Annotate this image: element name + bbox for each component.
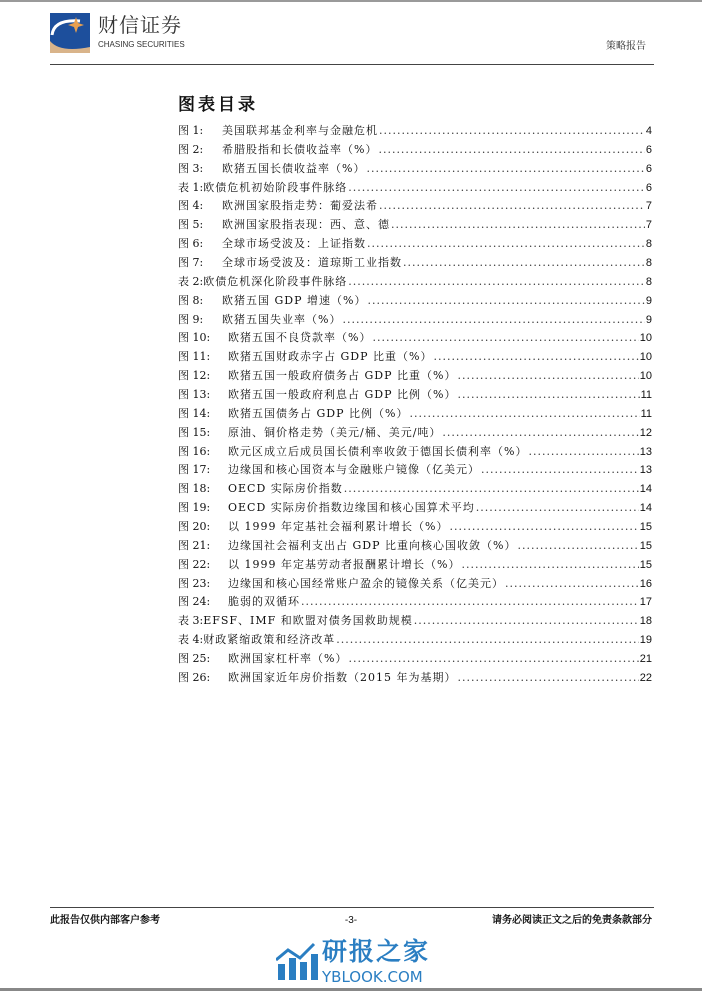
entry-page: 9 bbox=[645, 313, 652, 326]
toc-entry[interactable] bbox=[178, 650, 652, 669]
toc-entry[interactable] bbox=[178, 254, 652, 273]
leader-dots bbox=[367, 235, 645, 253]
leader-dots bbox=[409, 405, 639, 423]
entry-label: 表 1: bbox=[178, 180, 204, 194]
toc-entry[interactable] bbox=[178, 367, 652, 386]
entry-title: 全球市场受波及：上证指数 bbox=[222, 237, 366, 251]
footer-notice: 请务必阅读正文之后的免责条款部分 bbox=[492, 915, 652, 926]
entry-label: 图 17: bbox=[178, 463, 211, 477]
entry-title: 欧洲国家近年房价指数（2015 年为基期） bbox=[228, 670, 457, 684]
leader-dots bbox=[505, 575, 639, 593]
entry-title: 欧猪五国一般政府利息占 GDP 比例（%） bbox=[228, 388, 457, 402]
toc-entry[interactable] bbox=[178, 386, 652, 405]
toc-entry[interactable] bbox=[178, 518, 652, 537]
entry-title: 欧洲国家杠杆率（%） bbox=[228, 652, 348, 666]
entry-page: 10 bbox=[639, 370, 652, 383]
top-border bbox=[0, 0, 702, 2]
toc-entry[interactable] bbox=[178, 537, 652, 556]
entry-page: 4 bbox=[645, 125, 652, 137]
entry-page: 10 bbox=[639, 351, 652, 364]
leader-dots bbox=[366, 160, 644, 178]
toc-entry[interactable] bbox=[178, 499, 652, 518]
leader-dots bbox=[442, 424, 638, 442]
entry-title: 欧猪五国长债收益率（%） bbox=[222, 161, 366, 175]
entry-page: 7 bbox=[645, 219, 652, 232]
entry-title: 欧元区成立后成员国长债利率收敛于德国长债利率（%） bbox=[228, 444, 528, 458]
footer-divider bbox=[50, 907, 654, 908]
leader-dots bbox=[378, 141, 644, 159]
toc-entry[interactable] bbox=[178, 348, 652, 367]
entry-page: 10 bbox=[639, 332, 652, 345]
entry-page: 22 bbox=[639, 671, 652, 684]
entry-label: 图 23: bbox=[178, 576, 211, 590]
entry-label: 图 2: bbox=[178, 142, 204, 156]
toc-entry[interactable] bbox=[178, 424, 652, 443]
leader-dots bbox=[403, 254, 645, 272]
leader-dots bbox=[457, 386, 639, 404]
entry-page: 13 bbox=[639, 464, 652, 477]
entry-title: 欧洲国家股指表现：西、意、德 bbox=[222, 218, 390, 232]
footer-disclaimer: 此报告仅供内部客户参考 bbox=[50, 915, 160, 926]
entry-title: OECD 实际房价指数边缘国和核心国算术平均 bbox=[228, 501, 475, 515]
entry-page: 14 bbox=[639, 502, 652, 515]
document-type: 策略报告 bbox=[606, 41, 646, 52]
entry-label: 图 18: bbox=[178, 482, 211, 496]
toc-entry[interactable] bbox=[178, 405, 652, 424]
entry-label: 图 21: bbox=[178, 538, 211, 552]
leader-dots bbox=[348, 650, 638, 668]
entry-page: 6 bbox=[645, 181, 652, 194]
toc-entry[interactable] bbox=[178, 160, 652, 179]
brand-name-cn: 财信证券 bbox=[98, 13, 182, 37]
entry-page: 15 bbox=[639, 558, 652, 571]
brand-name-en: CHASING SECURITIES bbox=[98, 40, 185, 49]
entry-title: 全球市场受波及：道琼斯工业指数 bbox=[222, 256, 402, 270]
toc-entry[interactable] bbox=[178, 197, 652, 216]
entry-label: 图 26: bbox=[178, 670, 211, 684]
entry-label: 图 15: bbox=[178, 425, 211, 439]
entry-label: 图 3: bbox=[178, 161, 204, 175]
entry-label: 图 1: bbox=[178, 124, 204, 137]
entry-label: 图 12: bbox=[178, 369, 211, 383]
entry-page: 12 bbox=[639, 426, 652, 439]
entry-page: 8 bbox=[645, 275, 652, 288]
entry-label: 表 3: bbox=[178, 614, 204, 628]
entry-title: OECD 实际房价指数 bbox=[228, 482, 343, 496]
entry-title: EFSF、IMF 和欧盟对债务国救助规模 bbox=[203, 614, 413, 628]
leader-dots bbox=[528, 443, 638, 461]
leader-dots bbox=[348, 273, 645, 291]
toc-entry[interactable] bbox=[178, 122, 652, 141]
entry-label: 图 5: bbox=[178, 218, 204, 232]
toc-entry[interactable] bbox=[178, 443, 652, 462]
entry-label: 图 8: bbox=[178, 293, 204, 307]
header-divider bbox=[50, 64, 654, 65]
toc-entry[interactable] bbox=[178, 480, 652, 499]
toc-entry[interactable] bbox=[178, 179, 652, 198]
leader-dots bbox=[517, 537, 638, 555]
entry-label: 图 19: bbox=[178, 501, 211, 515]
leader-dots bbox=[301, 593, 639, 611]
entry-title: 欧猪五国 GDP 增速（%） bbox=[222, 293, 367, 307]
toc-entry[interactable] bbox=[178, 612, 652, 631]
toc-entry[interactable] bbox=[178, 631, 652, 650]
entry-title: 美国联邦基金利率与金融危机 bbox=[222, 124, 378, 137]
entry-label: 图 7: bbox=[178, 256, 204, 270]
entry-title: 欧猪五国失业率（%） bbox=[222, 312, 342, 326]
entry-page: 7 bbox=[645, 200, 652, 213]
entry-label: 表 4: bbox=[178, 633, 204, 647]
entry-title: 以 1999 年定基劳动者报酬累计增长（%） bbox=[228, 557, 461, 571]
entry-page: 17 bbox=[639, 596, 652, 609]
toc-title: 图表目录 bbox=[178, 95, 258, 115]
toc-entry[interactable] bbox=[178, 461, 652, 480]
toc-entry[interactable] bbox=[178, 216, 652, 235]
leader-dots bbox=[348, 179, 645, 197]
toc-entry[interactable] bbox=[178, 329, 652, 348]
leader-dots bbox=[372, 329, 638, 347]
leader-dots bbox=[336, 631, 639, 649]
leader-dots bbox=[342, 311, 644, 329]
entry-label: 图 25: bbox=[178, 652, 211, 666]
toc-entry[interactable] bbox=[178, 292, 652, 311]
toc-entry[interactable] bbox=[178, 593, 652, 612]
entry-page: 11 bbox=[640, 389, 652, 402]
leader-dots bbox=[414, 612, 639, 630]
entry-label: 图 10: bbox=[178, 331, 211, 345]
leader-dots bbox=[379, 197, 645, 215]
entry-title: 边缘国和核心国资本与金融账户镜像（亿美元） bbox=[228, 463, 480, 477]
entry-page: 6 bbox=[645, 143, 652, 156]
toc-entry[interactable] bbox=[178, 311, 652, 330]
entry-page: 13 bbox=[639, 445, 652, 458]
entry-title: 边缘国和核心国经常账户盈余的镜像关系（亿美元） bbox=[228, 576, 504, 590]
company-logo-icon bbox=[50, 13, 90, 53]
toc-entry[interactable] bbox=[178, 669, 652, 688]
entry-label: 图 16: bbox=[178, 444, 211, 458]
entry-page: 14 bbox=[639, 483, 652, 496]
entry-title: 欧债危机初始阶段事件脉络 bbox=[203, 180, 348, 194]
entry-page: 8 bbox=[645, 238, 652, 251]
entry-title: 欧猪五国不良贷款率（%） bbox=[228, 331, 372, 345]
toc-entry[interactable] bbox=[178, 556, 652, 575]
entry-label: 图 24: bbox=[178, 595, 211, 609]
leader-dots bbox=[344, 480, 639, 498]
toc-entry[interactable] bbox=[178, 141, 652, 160]
leader-dots bbox=[379, 122, 645, 140]
entry-title: 原油、铜价格走势（美元/桶、美元/吨） bbox=[228, 425, 442, 439]
table-of-figures bbox=[178, 122, 652, 688]
entry-title: 欧猪五国债务占 GDP 比例（%） bbox=[228, 406, 409, 420]
entry-page: 15 bbox=[639, 539, 652, 552]
entry-label: 图 9: bbox=[178, 312, 204, 326]
leader-dots bbox=[367, 292, 644, 310]
leader-dots bbox=[449, 518, 638, 536]
entry-page: 18 bbox=[639, 615, 652, 628]
page-number: -3- bbox=[344, 915, 358, 926]
entry-label: 表 2: bbox=[178, 274, 204, 288]
entry-page: 19 bbox=[639, 634, 652, 647]
leader-dots bbox=[461, 556, 638, 574]
entry-title: 以 1999 年定基社会福利累计增长（%） bbox=[228, 520, 449, 534]
entry-page: 21 bbox=[639, 653, 652, 666]
entry-label: 图 13: bbox=[178, 388, 211, 402]
toc-entry[interactable] bbox=[178, 273, 652, 292]
toc-entry[interactable] bbox=[178, 235, 652, 254]
entry-title: 欧债危机深化阶段事件脉络 bbox=[203, 274, 348, 288]
leader-dots bbox=[457, 367, 638, 385]
watermark-text-cn: 研报之家 bbox=[322, 937, 431, 966]
entry-page: 8 bbox=[645, 257, 652, 270]
entry-title: 边缘国社会福利支出占 GDP 比重向核心国收敛（%） bbox=[228, 538, 517, 552]
entry-page: 9 bbox=[645, 294, 652, 307]
entry-title: 欧猪五国财政赤字占 GDP 比重（%） bbox=[228, 350, 433, 364]
entry-page: 16 bbox=[639, 577, 652, 590]
entry-title: 欧洲国家股指走势：葡爱法希 bbox=[222, 199, 378, 213]
entry-title: 财政紧缩政策和经济改革 bbox=[203, 633, 336, 647]
leader-dots bbox=[458, 669, 639, 687]
entry-title: 希腊股指和长债收益率（%） bbox=[222, 142, 378, 156]
entry-label: 图 11: bbox=[178, 350, 211, 364]
toc-entry[interactable] bbox=[178, 575, 652, 594]
leader-dots bbox=[481, 461, 639, 479]
entry-page: 11 bbox=[640, 407, 652, 420]
entry-page: 15 bbox=[639, 521, 652, 534]
watermark-text-en: YBLOOK.COM bbox=[322, 968, 423, 986]
leader-dots bbox=[391, 216, 645, 234]
entry-label: 图 4: bbox=[178, 199, 204, 213]
entry-label: 图 20: bbox=[178, 520, 211, 534]
entry-title: 欧猪五国一般政府债务占 GDP 比重（%） bbox=[228, 369, 457, 383]
entry-label: 图 22: bbox=[178, 557, 211, 571]
leader-dots bbox=[476, 499, 639, 517]
entry-title: 脆弱的双循环 bbox=[228, 595, 300, 609]
entry-label: 图 6: bbox=[178, 237, 204, 251]
leader-dots bbox=[433, 348, 638, 366]
watermark-chart-icon bbox=[276, 940, 318, 980]
entry-label: 图 14: bbox=[178, 406, 211, 420]
entry-page: 6 bbox=[645, 162, 652, 175]
